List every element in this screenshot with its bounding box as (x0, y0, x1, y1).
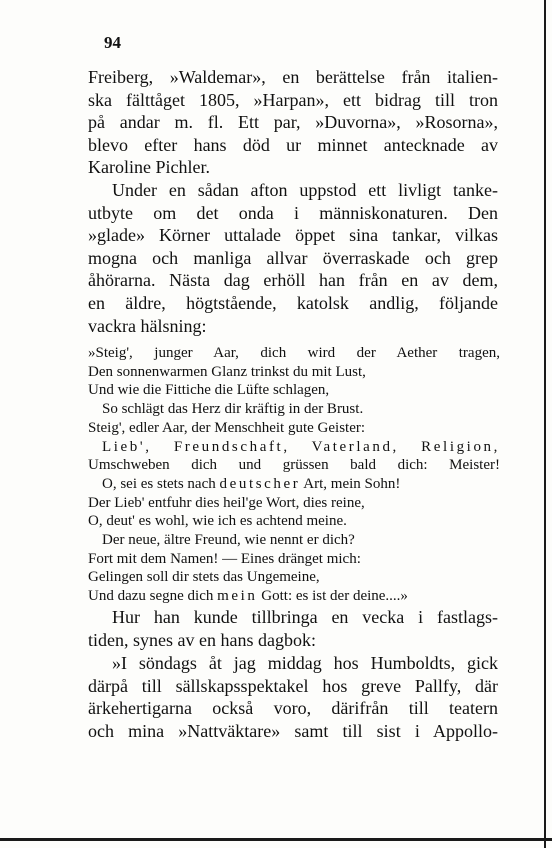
poem-emphasis: mein (217, 588, 258, 605)
text-line: ärkehertigarna också voro, därifrån till teatern (88, 698, 498, 719)
text-line: Hur han kunde tillbringa en vecka i fastlags- (112, 607, 498, 627)
paragraph-4 (88, 652, 498, 742)
page-number: 94 (104, 33, 121, 52)
paragraph-3 (88, 606, 498, 651)
poem-line: O, deut' es wohl, wie ich es achtend meine. (88, 513, 347, 530)
text-line: på andar m. fl. Ett par, »Duvorna», »Rosorna», (88, 112, 498, 133)
poem-line: Den sonnenwarmen Glanz trinkst du mit Lust, (88, 363, 366, 380)
poem-line: Der Lieb' entfuhr dies heil'ge Wort, dies reine, (88, 494, 365, 511)
text-line: Freiberg, »Waldemar», en berättelse från italien- (88, 67, 498, 87)
text-line: blevo efter hans död ur minnet antecknade av (88, 134, 498, 155)
paragraph-1 (88, 66, 498, 179)
poem-line: Umschweben dich und grüssen bald dich: Meister! (88, 457, 500, 474)
text-line: »I söndags åt jag middag hos Humboldts, gick (112, 653, 498, 673)
poem-line: Der neue, ältre Freund, wie nennt er dich? (102, 532, 355, 549)
poem-line: »Steig', junger Aar, dich wird der Aether tragen, (88, 345, 500, 361)
poem-line: Gelingen soll dir stets das Ungemeine, (88, 569, 320, 586)
text-line: »glade» Körner uttalade öppet sina tankar, vilkas (88, 225, 498, 246)
text-line: vackra hälsning: (88, 315, 207, 336)
text-line: därpå till sällskapsspektakel hos greve Pallfy, där (88, 675, 498, 696)
poem-line: Und wie die Fittiche die Lüfte schlagen, (88, 382, 330, 399)
text-line: och mina »Nattväktare» samt till sist i Appollo- (88, 720, 498, 741)
paragraph-2 (88, 179, 498, 337)
poem-emphasis: deutscher (219, 475, 301, 492)
page-edge-right (544, 0, 546, 848)
text-line: Under en sådan afton uppstod ett livligt tanke- (112, 180, 498, 200)
poem-line: Steig', edler Aar, der Menschheit gute Geister: (88, 419, 366, 436)
page-edge-bottom (0, 838, 552, 841)
text-line: ska fälttåget 1805, »Harpan», ett bidrag till tron (88, 89, 498, 110)
text-line: Karoline Pichler. (88, 157, 210, 178)
poem-line: Fort mit dem Namen! — Eines dränget mich: (88, 550, 361, 567)
poem-text: Art, mein Sohn! (300, 475, 401, 492)
poem-text: Und dazu segne dich (88, 588, 218, 605)
text-line: mogna och manliga allvar överraskade och grep (88, 247, 498, 268)
poem-line: So schlägt das Herz dir kräftig in der Brust. (102, 401, 364, 418)
text-line: tiden, synes av en hans dagbok: (88, 629, 316, 650)
poem-line: Lieb', Freundschaft, Vaterland, Religion, (102, 438, 500, 455)
text-line: en äldre, högtstående, katolsk andlig, följande (88, 292, 498, 313)
text-line: åhörarna. Nästa dag erhöll han från en av dem, (88, 270, 498, 291)
text-line: utbyte om det onda i människonaturen. Den (88, 202, 498, 223)
poem-text: Gott: es ist der deine....» (257, 588, 408, 605)
poem-line (88, 475, 500, 494)
poem-text: O, sei es stets nach (102, 475, 220, 492)
poem-greeting (88, 344, 500, 606)
poem-line (88, 587, 500, 606)
